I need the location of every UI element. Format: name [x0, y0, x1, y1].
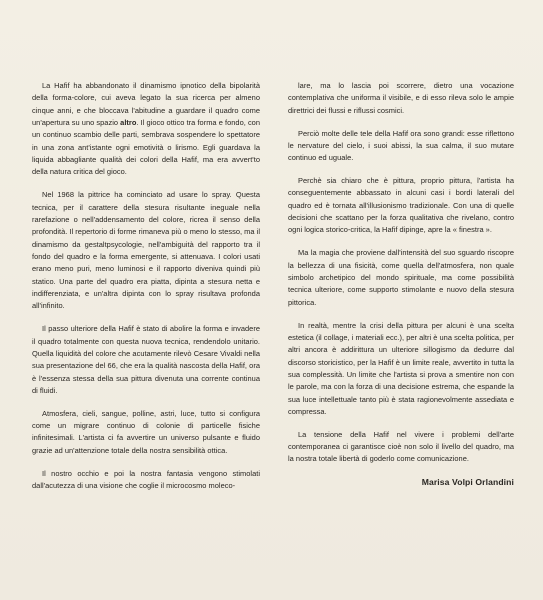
emphasis-altro: altro [120, 118, 137, 128]
paragraph-5: Il nostro occhio e poi la nostra fantasia vengono stimolati dall'acutezza di una visione che coglie il microcosmo moleco- [32, 468, 260, 490]
paragraph-9: Ma la magia che proviene dall'intensità del suo sguardo riscopre la bellezza di una fisicità, come quella dell'atmosfera, non quale simbolo archetipico del mondo spirituale, ma come possibilità tecnica ulteriore, come supporto stimolante e nuovo della stesura pittorica. [288, 248, 514, 307]
paragraph-1 [32, 80, 260, 179]
paragraph-11: La tensione della Hafif nel vivere i problemi dell'arte contemporanea ci garantisce cioè non solo il livello del quadro, ma la nostra totale libertà di goderlo come comunicazione. [288, 429, 514, 464]
paragraph-10: In realtà, mentre la crisi della pittura per alcuni è una scelta estetica (il collage, i materiali ecc.), per altri è una scelta politica, per altri ancora è addirittura un ulteriore sillogismo da dedurre dal discorso storicistico, per la Hafif è un limite reale, avvertito in tutta la sua complessità. Un limite che l'artista si prova a smentire non con le parole, ma con la forza di una decisione estrema, che espande la sua luce intellettuale tanto più è stata ragionevolmente assediata e compressa. [288, 320, 515, 416]
paragraph-3: Il passo ulteriore della Hafif è stato di abolire la forma e invadere il quadro totalmente con questa nuova tecnica, rendendolo unitario. Quella liquidità del colore che acutamente rilevò Cesare Vivaldi nella sua presentazione del 66, che era la qualità nascosta della Hafif, ora è l'essenza stessa della sua pittura divenuta una corrente continua di fluidi. [32, 324, 260, 395]
right-text-column [288, 80, 514, 499]
paragraph-1-text-end: . Il gioco ottico tra forma e fondo, con un continuo scambio delle parti, sembrava sospendere lo spettatore in una zona ant'istante ogni emotività o lirismo. Egli guardava la liquida abbagliante qualità dei colori della Hafif, ma era avvert'to della natura critica del gioco. [32, 118, 260, 177]
paragraph-8: Perchè sia chiaro che è pittura, proprio pittura, l'artista ha conseguentemente abbassato in alcuni casi i bordi laterali del quadro ed è tornata all'illusionismo tradizionale. Con una di quelle decisioni che scattano per la forza qualitativa che rivelano, contro ogni logica storico-critica, la Hafif dipinge, apre la « finestra ». [288, 176, 514, 235]
paragraph-7: Perciò molte delle tele della Hafif ora sono grandi: esse riflettono le nervature del cielo, i suoi abissi, la sua calma, il suo mutare continuo ed uguale. [288, 128, 514, 163]
paragraph-2: Nel 1968 la pittrice ha cominciato ad usare lo spray. Questa tecnica, per il carattere della stesura risultante ineguale nella rarefazione o nell'addensamento del colore, ricrea il senso della profondità. Il repertorio di forme rimaneva più o meno lo stesso, ma il dinamismo da gestaltpsycologie, nell'ambiguità del rapporto tra il fondo del quadro e la forma emergente, si attenuava. I colori usati erano meno puri, meno luminosi e il rapporto diveniva quindi più statico. Una parte del quadro era piatta, dipinta a stesura netta e indifferenziata, e un'altra dipinta con lo spray risultava profonda all'infinito. [32, 190, 260, 311]
paragraph-6: lare, ma lo lascia poi scorrere, dietro una vocazione contemplativa che uniforma il visibile, e di esso rileva solo le ampie direttrici dei flussi e riflussi cosmici. [288, 81, 514, 115]
paragraph-1-text-start: La Hafif ha abbandonato il dinamismo ipnotico della bipolarità della forma-colore, cui aveva legato la sua ricerca per almeno cinque anni, e che bloccava l'abitudine a guardare il quadro come un'apertura su uno spazio [32, 81, 260, 128]
left-text-column [32, 80, 260, 503]
author-signature: Marisa Volpi Orlandini [421, 477, 514, 488]
paragraph-4: Atmosfera, cieli, sangue, polline, astri, luce, tutto si configura come un migrare continuo di colonie di particelle fisiche infinitesimali. L'artista ci fa avvertire un universo pulsante e fluido grazie ad un'attenzione totale della nostra sensibilità ottica. [32, 408, 260, 455]
